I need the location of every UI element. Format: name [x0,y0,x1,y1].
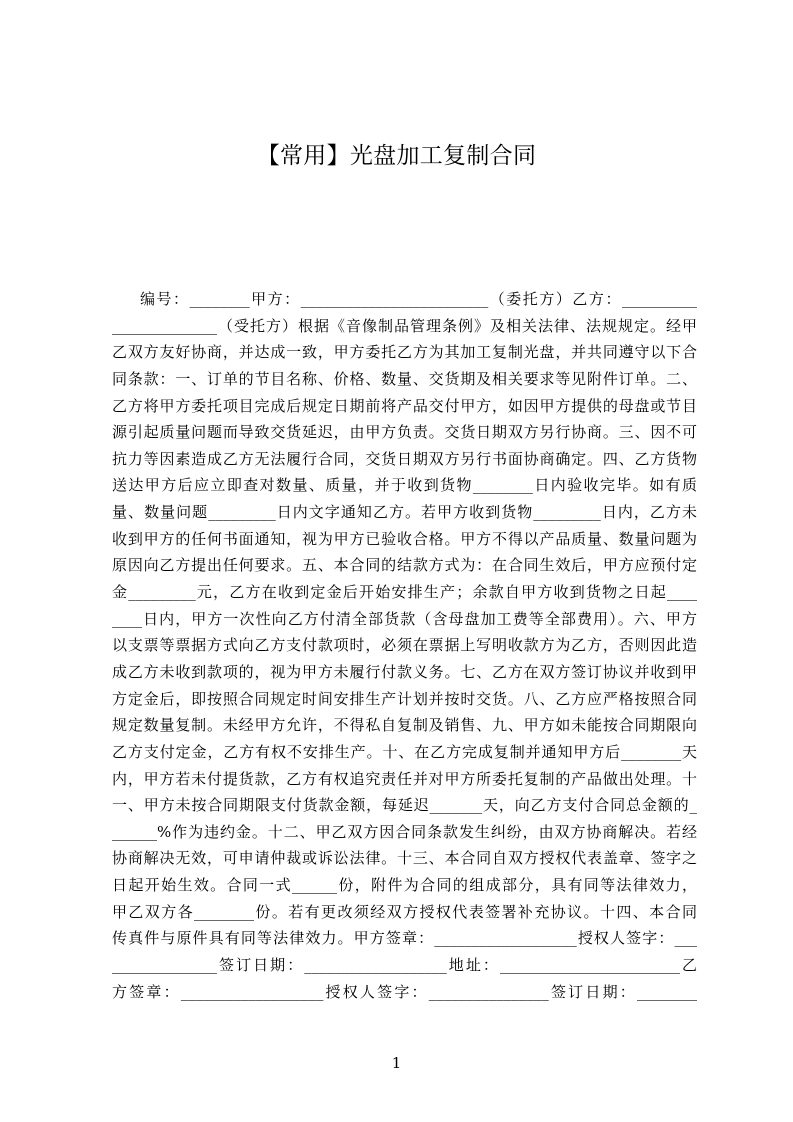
contract-body-line-4: 同条款：一、订单的节目名称、价格、数量、交货期及相关要求等见附件订单。二、 [112,369,697,388]
contract-body-line-19: 内，甲方若未付提货款，乙方有权追究责任并对甲方所委托复制的产品做出处理。十 [112,769,697,788]
contract-body-line-11: 原因向乙方提出任何要求。五、本合同的结款方式为：在合同生效后，甲方应预付定 [112,556,697,575]
contract-body-line-7: 抗力等因素造成乙方无法履行合同，交货日期双方另行书面协商确定。四、乙方货物 [112,449,697,468]
contract-body [112,286,697,1005]
contract-body-line-21: ______%作为违约金。十二、甲乙双方因合同条款发生纠纷，由双方协商解决。若经 [112,822,697,841]
contract-body-line-6: 源引起质量问题而导致交货延迟，由甲方负责。交货日期双方另行协商。三、因不可 [112,423,697,442]
contract-body-line-13: ____日内，甲方一次性向乙方付清全部货款（含母盘加工费等全部费用）。六、甲方 [112,609,697,628]
contract-body-line-16: 方定金后，即按照合同规定时间安排生产计划并按时交货。八、乙方应严格按照合同 [112,689,697,708]
contract-body-line-25: 传真件与原件具有同等法律效力。甲方签章：___________________授权人签字：___ [112,929,697,948]
contract-body-line-18: 乙方支付定金，乙方有权不安排生产。十、在乙方完成复制并通知甲方后________天 [112,742,697,761]
contract-body-line-27: 方签章：___________________授权人签字：________________签订日期：________ [112,982,697,1001]
contract-body-line-5: 乙方将甲方委托项目完成后规定日期前将产品交付甲方，如因甲方提供的母盘或节目 [112,396,697,415]
contract-body-line-3: 乙双方友好协商，并达成一致，甲方委托乙方为其加工复制光盘，并共同遵守以下合 [112,343,697,362]
contract-body-line-8: 送达甲方后应立即查对数量、质量，并于收到货物________日内验收完毕。如有质 [112,476,697,495]
contract-body-line-1: 编号：________甲方：_________________________（委托方）乙方：__________ [140,290,697,308]
contract-body-line-15: 成乙方未收到款项的，视为甲方未履行付款义务。七、乙方在双方签订协议并收到甲 [112,662,697,681]
contract-body-line-22: 协商解决无效，可申请仲裁或诉讼法律。十三、本合同自双方授权代表盖章、签字之 [112,849,697,868]
contract-body-line-17: 规定数量复制。未经甲方允许，不得私自复制及销售、九、甲方如未能按合同期限向 [112,716,697,735]
contract-body-line-12: 金_________元，乙方在收到定金后开始安排生产；余款自甲方收到货物之日起____ [112,583,697,602]
contract-body-line-10: 收到甲方的任何书面通知，视为甲方已验收合格。甲方不得以产品质量、数量问题为 [112,529,697,548]
contract-body-line-9: 量、数量问题_________日内文字通知乙方。若甲方收到货物_________日内，乙方未 [112,503,697,522]
contract-body-line-24: 甲乙双方各________份。若有更改须经双方授权代表签署补充协议。十四、本合同 [112,902,697,921]
document-title: 【常用】光盘加工复制合同 [256,143,537,169]
contract-body-line-2: ______________（受托方）根据《音像制品管理条例》及相关法律、法规规定。经甲 [112,316,697,335]
contract-body-line-26: ______________签订日期：___________________地址：________________________乙 [112,956,697,975]
contract-body-line-14: 以支票等票据方式向乙方支付款项时，必须在票据上写明收款方为乙方，否则因此造 [112,636,697,655]
page-number: 1 [391,1054,402,1072]
contract-body-line-20: 一、甲方未按合同期限支付货款金额，每延迟_______天，向乙方支付合同总金额的_ [112,796,697,815]
contract-body-line-23: 日起开始生效。合同一式______份，附件为合同的组成部分，具有同等法律效力， [112,876,697,895]
